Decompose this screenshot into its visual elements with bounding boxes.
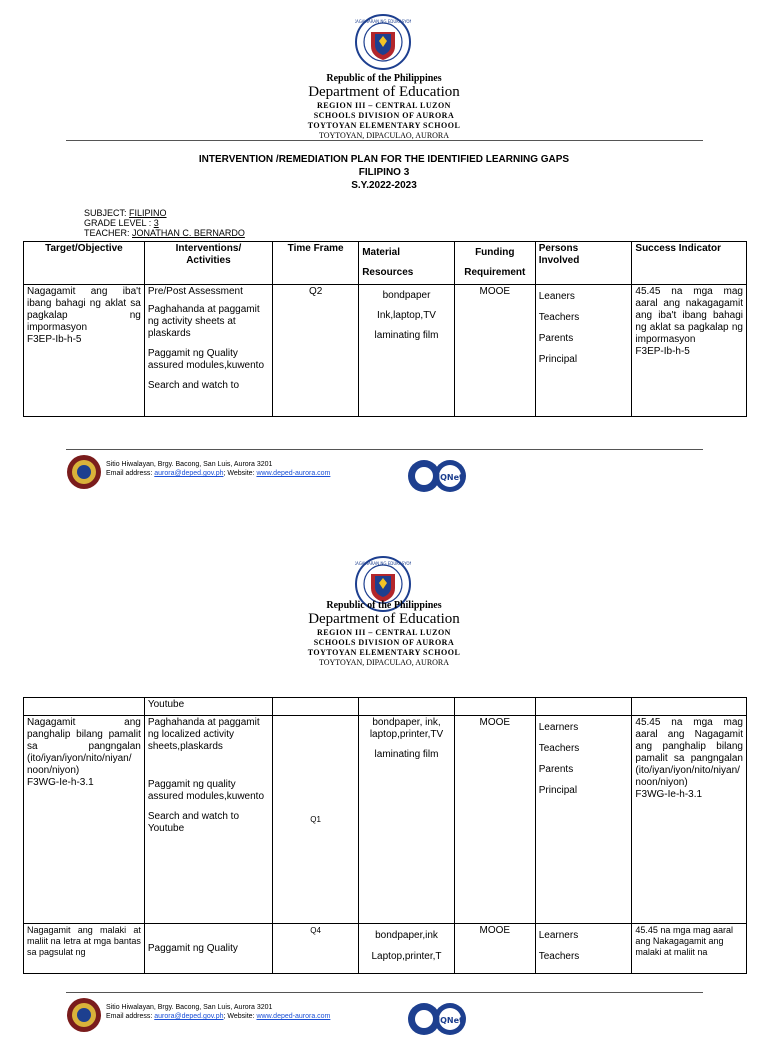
col-interventions: Interventions/ Activities	[144, 242, 272, 285]
footer-contact: Sitio Hiwalayan, Brgy. Bacong, San Luis, Aurora 3201 Email address: aurora@deped.gov.ph; Website: www.deped-aurora.com	[106, 461, 331, 477]
row2-time-frame: Q1	[273, 716, 359, 924]
row3-interventions: Paggamit ng Quality	[144, 924, 272, 974]
row3-time-frame: Q4	[273, 924, 359, 974]
col-funding: Funding Requirement	[454, 242, 535, 285]
row1-materials: bondpaper Ink,laptop,TV laminating film	[359, 285, 455, 417]
email-link[interactable]: aurora@deped.gov.ph	[154, 1013, 224, 1020]
footer-divider	[66, 992, 703, 993]
letterhead	[0, 600, 768, 668]
certification-logo-icon	[404, 456, 468, 496]
col-target: Target/Objective	[24, 242, 145, 285]
row1-success: 45.45 na mga mag aaral ang nakagagamit ang iba't ibang bahagi ng aklat sa pagkalap ng impormasyon F3EP-Ib-h-5	[632, 285, 747, 417]
table-row	[24, 285, 747, 417]
footer-address: Sitio Hiwalayan, Brgy. Bacong, San Luis, Aurora 3201	[106, 1004, 273, 1011]
school-label: TOYTOYAN ELEMENTARY SCHOOL	[307, 648, 461, 657]
plan-school-year: S.Y.2022-2023	[351, 180, 417, 191]
row2-materials: bondpaper, ink, laptop,printer,TV laminating film	[359, 716, 455, 924]
region-label: REGION III – CENTRAL LUZON	[317, 628, 451, 637]
table-row	[24, 924, 747, 974]
col-success: Success Indicator	[632, 242, 747, 285]
cont-interventions: Youtube	[144, 698, 272, 716]
school-address: TOYTOYAN, DIPACULAO, AURORA	[318, 658, 450, 667]
row3-materials: bondpaper,ink Laptop,printer,T	[359, 924, 455, 974]
school-address: TOYTOYAN, DIPACULAO, AURORA	[318, 131, 450, 140]
school-label: TOYTOYAN ELEMENTARY SCHOOL	[307, 121, 461, 130]
footer	[66, 997, 703, 1047]
row2-persons: Learners Teachers Parents Principal	[535, 716, 632, 924]
website-link[interactable]: www.deped-aurora.com	[256, 470, 331, 477]
plan-table-page1	[23, 241, 747, 417]
footer-contact: Sitio Hiwalayan, Brgy. Bacong, San Luis, Aurora 3201 Email address: aurora@deped.gov.ph; Website: www.deped-aurora.com	[106, 1004, 331, 1020]
plan-subject: FILIPINO 3	[358, 167, 410, 178]
email-link[interactable]: aurora@deped.gov.ph	[154, 470, 224, 477]
department-label: Department of Education	[308, 84, 460, 100]
republic-label: Republic of the Philippines	[326, 73, 442, 84]
row1-time-frame: Q2	[273, 285, 359, 417]
col-material: Material Resources	[359, 242, 455, 285]
deped-seal-icon	[355, 14, 411, 70]
col-time-frame: Time Frame	[273, 242, 359, 285]
republic-label: Republic of the Philippines	[326, 600, 442, 611]
footer-divider	[66, 449, 703, 450]
row1-funding: MOOE	[454, 285, 535, 417]
department-label: Department of Education	[308, 611, 460, 627]
teacher-line: TEACHER: JONATHAN C. BERNARDO	[84, 228, 245, 238]
website-link[interactable]: www.deped-aurora.com	[256, 1013, 331, 1020]
division-seal-icon	[66, 454, 102, 490]
table-row	[24, 698, 747, 716]
grade-value: 3	[153, 218, 159, 228]
header-divider	[66, 140, 703, 141]
row1-interventions: Pre/Post Assessment Paghahanda at paggamit ng activity sheets at plaskards Paggamit ng Quality assured modules,kuwento Search and watch to	[144, 285, 272, 417]
subject-line: SUBJECT: FILIPINO	[84, 208, 167, 218]
row1-target: Nagagamit ang iba't ibang bahagi ng aklat sa pagkalap ng impormasyon F3EP-Ib-h-5	[24, 285, 145, 417]
row2-funding: MOOE	[454, 716, 535, 924]
region-label: REGION III – CENTRAL LUZON	[317, 101, 451, 110]
division-label: SCHOOLS DIVISION OF AURORA	[313, 111, 455, 120]
table-header-row	[24, 242, 747, 285]
cert-badge-text: IQNet	[437, 473, 463, 482]
subject-value: FILIPINO	[129, 208, 167, 218]
row2-interventions: Paghahanda at paggamit ng localized activity sheets,plaskards Paggamit ng quality assured modules,kuwento Search and watch to Youtube	[144, 716, 272, 924]
plan-title-block	[0, 153, 768, 192]
plan-table-page2	[23, 697, 747, 974]
row3-target: Nagagamit ang malaki at maliit na letra at mga bantas sa pagsulat ng	[24, 924, 145, 974]
plan-title: INTERVENTION /REMEDIATION PLAN FOR THE IDENTIFIED LEARNING GAPS	[198, 154, 570, 165]
division-seal-icon	[66, 997, 102, 1033]
row3-funding: MOOE	[454, 924, 535, 974]
table-row	[24, 716, 747, 924]
cert-badge-text: IQNet	[437, 1016, 463, 1025]
footer-address: Sitio Hiwalayan, Brgy. Bacong, San Luis, Aurora 3201	[106, 461, 273, 468]
certification-logo-icon	[404, 999, 468, 1039]
row3-persons: Learners Teachers	[535, 924, 632, 974]
footer	[66, 454, 703, 504]
division-label: SCHOOLS DIVISION OF AURORA	[313, 638, 455, 647]
letterhead	[0, 73, 768, 141]
row3-success: 45.45 na mga mag aaral ang Nakagagamit ang malaki at maliit na	[632, 924, 747, 974]
plan-meta	[84, 208, 245, 238]
col-persons: Persons Involved	[535, 242, 632, 285]
teacher-value: JONATHAN C. BERNARDO	[132, 228, 245, 238]
row2-target: Nagagamit ang panghalip bilang pamalit sa pangngalan (ito/iyan/iyon/nito/niyan/ noon/niyon) F3WG-Ie-h-3.1	[24, 716, 145, 924]
grade-line: GRADE LEVEL : 3	[84, 218, 159, 228]
row1-persons: Leaners Teachers Parents Principal	[535, 285, 632, 417]
row2-success: 45.45 na mga mag aaral ang Nagagamit ang panghalip bilang pamalit sa pangngalan (ito/iyan/iyon/nito/niyan/ noon/niyon) F3WG-Ie-h-3.1	[632, 716, 747, 924]
